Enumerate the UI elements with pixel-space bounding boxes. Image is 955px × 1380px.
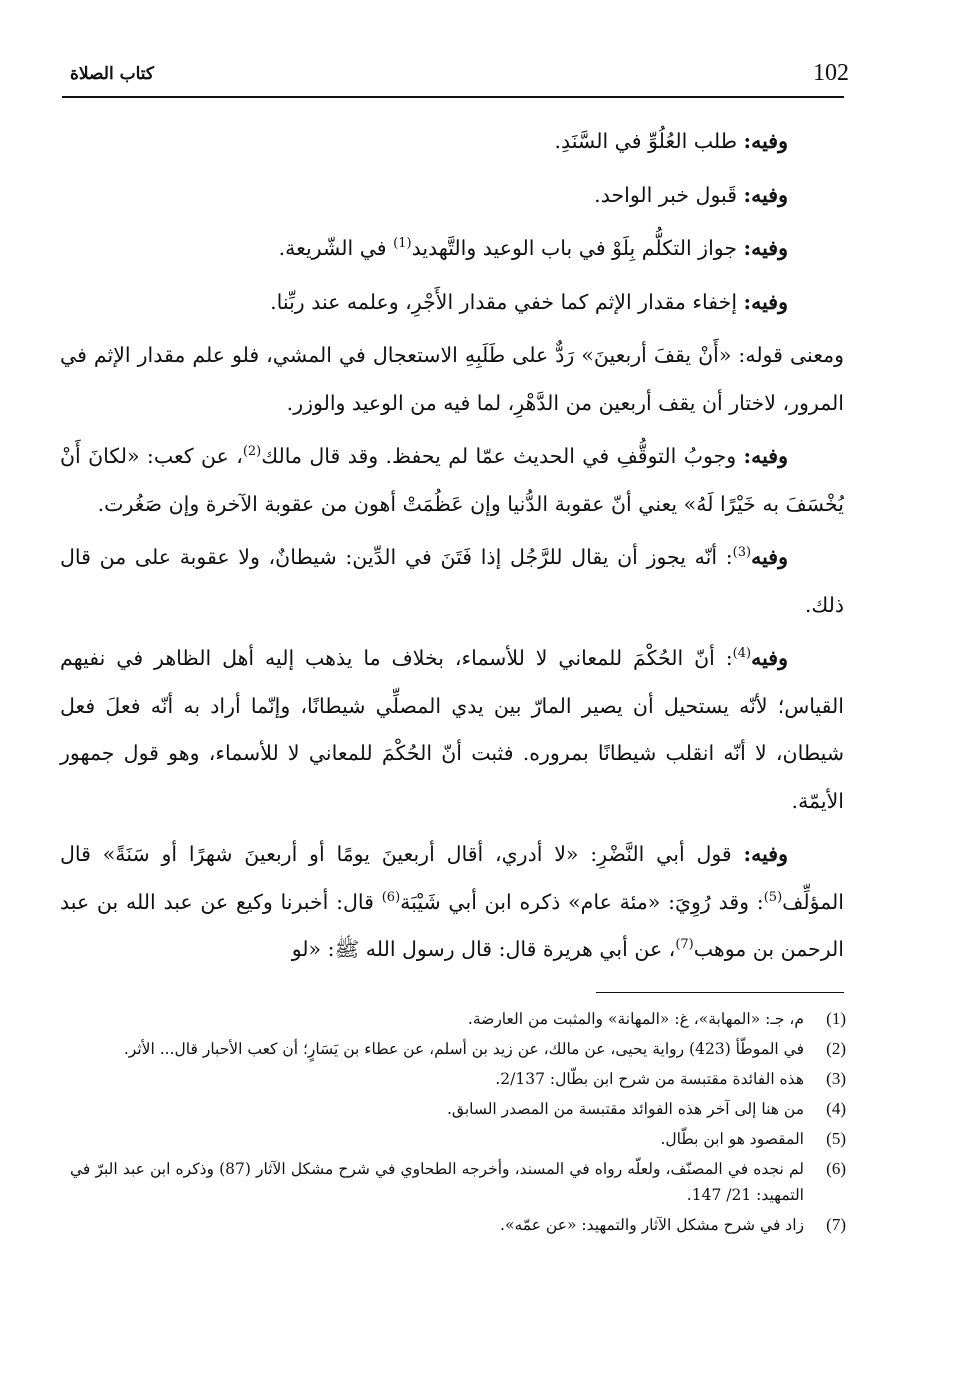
footnote-ref-5[interactable]: (5) [763, 889, 783, 905]
paragraph-label: وفيه: [743, 289, 788, 314]
paragraph-text: إخفاء مقدار الإثم كما خفي مقدار الأَجْرِ، وعلمه عند ربِّنا. [270, 289, 744, 314]
footnote-1 [70, 1006, 846, 1032]
paragraph-8 [60, 635, 844, 825]
footnote-4 [70, 1096, 846, 1122]
paragraph-label: وفيه [751, 545, 788, 569]
footnote-2 [70, 1036, 846, 1062]
footnote-text: زاد في شرح مشكل الآثار والتمهيد: «عن عمّه». [500, 1216, 804, 1234]
footnote-number: (2) [826, 1039, 846, 1058]
paragraph-5 [60, 332, 844, 427]
footnote-5 [70, 1126, 846, 1152]
paragraph-7 [60, 534, 844, 629]
footnote-ref-4[interactable]: (4) [732, 646, 752, 662]
footnote-text: لم نجده في المصنّف، ولعلّه رواه في المسند، وأخرجه الطحاوي في شرح مشكل الآثار (87) وذكره ابن عبد البرّ في التمهيد: 21/ 147. [70, 1160, 804, 1204]
body-text [60, 118, 844, 980]
paragraph-label: وفيه: [743, 236, 788, 260]
footnote-text: هذه الفائدة مقتبسة من شرح ابن بطّال: 2/137. [495, 1070, 804, 1088]
footnote-number: (4) [826, 1099, 846, 1118]
paragraph-3 [60, 225, 844, 273]
paragraph-9 [60, 831, 844, 974]
paragraph-text: ومعنى قوله: «أَنْ يقفَ أربعينَ» رَدٌّ على طَلَبِهِ الاستعجال في المشي، فلو علم مقدار الإثم في المرور، لاختار أن يقف أربعين من الدَّهْرِ، لما فيه من الوعيد والوزر. [60, 343, 844, 415]
footnote-ref-6[interactable]: (6) [381, 889, 401, 905]
paragraph-label: وفيه [751, 646, 788, 670]
footnote-text: م، جـ: «المهابة»، غ: «المهانة» والمثبت من العارضة. [467, 1010, 804, 1028]
paragraph-text: طلب العُلُوِّ في السَّنَدِ. [554, 129, 744, 153]
paragraph-text: قال: أخبرنا وكيع عن عبد الله بن عبد الرحمن بن موهب [60, 889, 844, 961]
paragraph-text: وجوبُ التوقُّفِ في الحديث عمّا لم يحفظ. وقد قال مالك [261, 444, 744, 468]
paragraph-text: قَبول خبر الواحد. [594, 182, 744, 207]
footnote-ref-2[interactable]: (2) [242, 444, 262, 460]
footnote-number: (7) [826, 1215, 846, 1234]
paragraph-label: وفيه: [743, 129, 788, 153]
paragraph-4 [60, 279, 844, 327]
footnote-rule [596, 992, 844, 993]
footnote-text: في الموطّأ (423) رواية يحيى، عن مالك، عن زيد بن أسلم، عن عطاء بن يَسَارٍ؛ أن كعب الأحبار قال... الأثر. [123, 1040, 804, 1058]
paragraph-text: جواز التكلُّم بِلَوْ في باب الوعيد والتَّهديد [411, 236, 744, 260]
paragraph-label: وفيه: [743, 444, 788, 468]
paragraph-text: قول أبي النَّضْرِ: «لا أدري، أقال أربعينَ يومًا أو أربعينَ شهرًا أو سَنَةً» قال المؤلِّف [60, 842, 844, 914]
footnote-text: من هنا إلى آخر هذه الفوائد مقتبسة من المصدر السابق. [446, 1100, 804, 1118]
paragraph-text: ، عن كعب: «لكانَ أَنْ يُخْسَفَ به خَيْرًا لَهُ» يعني أنّ عقوبة الدُّنيا وإن عَظُمَتْ أهون من عقوبة الآخرة وإن صَغُرت. [60, 444, 844, 516]
paragraph-label: وفيه: [743, 842, 788, 866]
footnote-number: (3) [826, 1069, 846, 1088]
footnotes [70, 1006, 846, 1242]
paragraph-2 [60, 172, 844, 220]
footnote-3 [70, 1066, 846, 1092]
footnote-number: (6) [826, 1159, 846, 1178]
paragraph-text: : أنّ الحُكْمَ للمعاني لا للأسماء، بخلاف ما يذهب إليه أهل الظاهر في نفيهم القياس؛ لأنّه يستحيل أن يصير المارّ بين يدي المصلِّي شيطانًا، وإنّما أراد به أنّه فعلَ فعل شيطان، لا أنّه انقلب شيطانًا بمروره. فثبت أنّ الحُكْمَ للمعاني لا للأسماء، وهو قول جمهور الأيمّة. [60, 646, 844, 813]
footnote-text: المقصود هو ابن بطّال. [660, 1130, 804, 1148]
footnote-number: (5) [826, 1129, 846, 1148]
footnote-7 [70, 1212, 846, 1238]
paragraph-text: : وقد رُوِيَ: «مئة عام» ذكره ابن أبي شَيْبَة [400, 889, 764, 914]
page-number: 102 [813, 60, 849, 86]
paragraph-label: وفيه: [743, 182, 788, 207]
running-title: كتاب الصلاة [70, 64, 155, 84]
footnote-ref-3[interactable]: (3) [732, 545, 752, 561]
paragraph-text: ، عن أبي هريرة قال: قال رسول الله ﷺ: «لو [291, 937, 676, 961]
footnote-ref-7[interactable]: (7) [675, 937, 694, 953]
paragraph-text: في الشّريعة. [278, 236, 394, 260]
paragraph-6 [60, 433, 844, 528]
footnote-ref-1[interactable]: (1) [393, 236, 412, 252]
header-rule [62, 96, 844, 98]
footnote-number: (1) [826, 1009, 846, 1028]
paragraph-text: : أنّه يجوز أن يقال للرَّجُل إذا فَتَنَ في الدِّين: شيطانٌ، ولا عقوبة على من قال ذلك. [60, 545, 844, 617]
paragraph-1 [60, 118, 844, 166]
footnote-6 [70, 1156, 846, 1208]
